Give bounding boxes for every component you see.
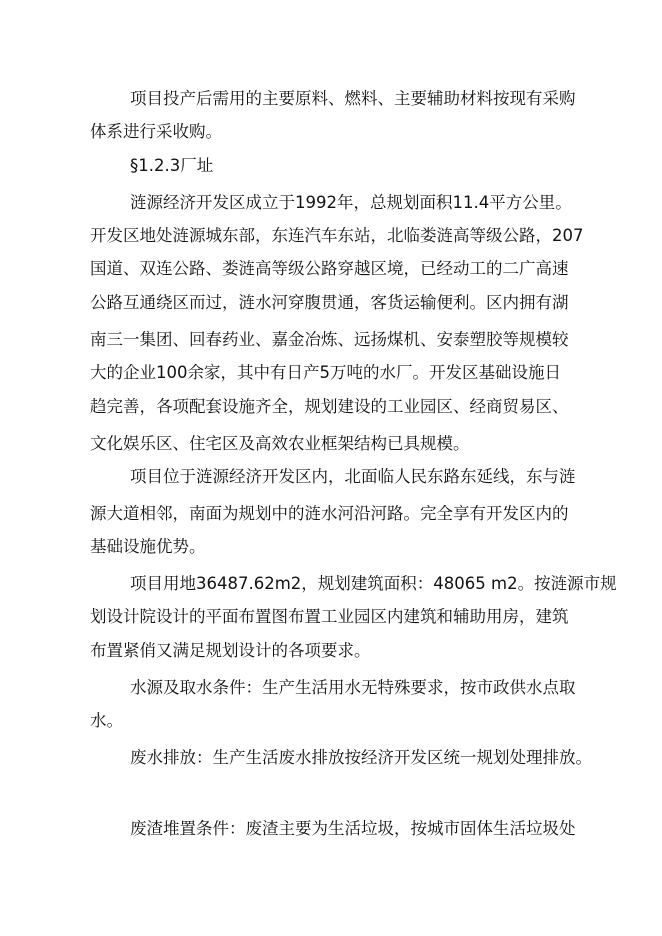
text-line: 基础设施优势。 (90, 537, 206, 556)
text-line: 划设计院设计的平面布置图布置工业园区内建筑和辅助用房，建筑 (90, 607, 569, 626)
text-line: 趋完善，各项配套设施齐全，规划建设的工业园区、经商贸易区、 (90, 397, 569, 416)
text-line: 废水排放：生产生活废水排放按经济开发区统一规划处理排放。 (130, 748, 592, 767)
text-line: 涟源经济开发区成立于1992年，总规划面积11.4平方公里。 (130, 193, 572, 212)
text-line: 文化娱乐区、住宅区及高效农业框架结构已具规模。 (90, 434, 470, 453)
text-line: 国道、双连公路、娄涟高等级公路穿越区境，已经动工的二广高速 (90, 259, 569, 278)
text-line: 布置紧俏又满足规划设计的各项要求。 (90, 641, 371, 660)
text-line: 项目投产后需用的主要原料、燃料、主要辅助材料按现有采购 (130, 89, 576, 108)
text-line: 废渣堆置条件：废渣主要为生活垃圾，按城市固体生活垃圾处 (130, 819, 576, 838)
text-line: 体系进行采收购。 (90, 122, 222, 141)
text-line: 南三一集团、回春药业、嘉金冶炼、远扬煤机、安泰塑胶等规模较 (90, 330, 569, 349)
text-line: 项目位于涟源经济开发区内，北面临人民东路东延线，东与涟 (130, 467, 576, 486)
text-line: 开发区地处涟源城东部，东连汽车东站，北临娄涟高等级公路，207 (90, 226, 584, 245)
text-line: 公路互通绕区而过，涟水河穿腹贯通，客货运输便利。区内拥有湖 (90, 293, 569, 312)
text-line: 水源及取水条件：生产生活用水无特殊要求，按市政供水点取 (130, 678, 576, 697)
section-heading: §1.2.3厂址 (130, 156, 214, 175)
text-line: 源大道相邻，南面为规划中的涟水河沿河路。完全享有开发区内的 (90, 504, 569, 523)
text-line: 项目用地36487.62m2，规划建筑面积：48065 m2。按涟源市规 (130, 574, 617, 593)
text-line: 大的企业100余家，其中有日产5万吨的水厂。开发区基础设施日 (90, 363, 561, 382)
text-line: 水。 (90, 711, 123, 730)
